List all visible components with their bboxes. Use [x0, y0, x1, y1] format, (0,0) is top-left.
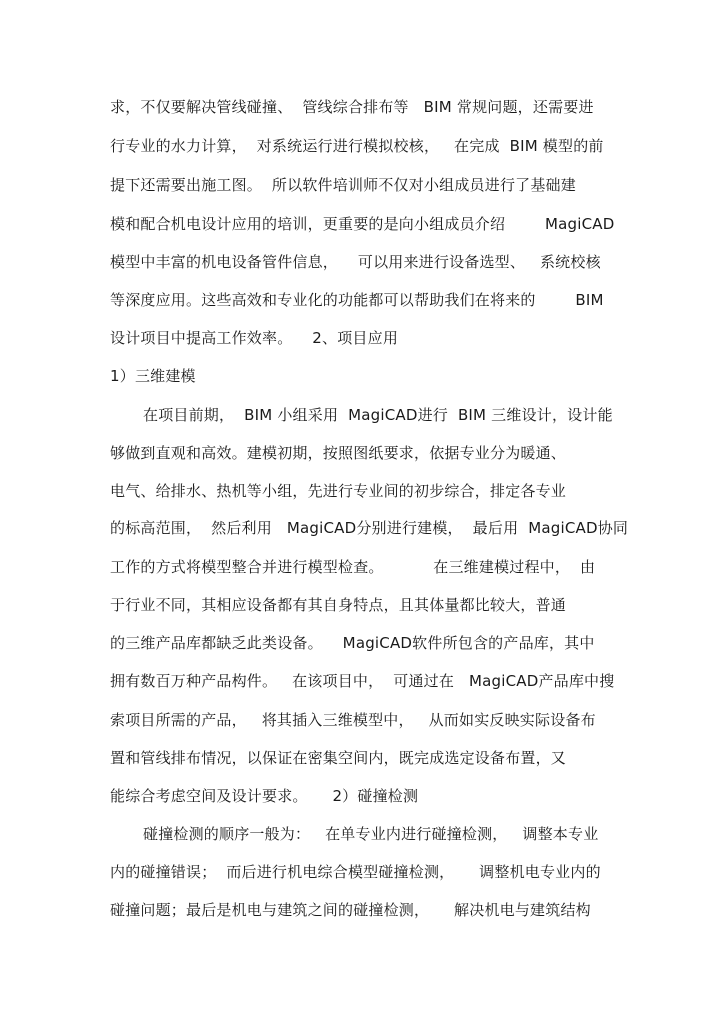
text-line-5: 模型中丰富的机电设备管件信息， 可以用来进行设备选型、 系统校核	[110, 253, 601, 271]
text-line-7: 设计项目中提高工作效率。 2、项目应用	[110, 329, 399, 347]
text-line-12: 的标高范围， 然后利用 MagiCAD分别进行建模， 最后用 MagiCAD协同	[110, 519, 629, 537]
text-line-14: 于行业不同，其相应设备都有其自身特点，且其体量都比较大，普通	[110, 596, 567, 614]
text-line-17: 索项目所需的产品， 将其插入三维模型中， 从而如实反映实际设备布	[110, 711, 596, 729]
text-line-21: 内的碰撞错误； 而后进行机电综合模型碰撞检测， 调整机电专业内的	[110, 863, 601, 881]
text-line-3: 提下还需要出施工图。 所以软件培训师不仅对小组成员进行了基础建	[110, 176, 576, 194]
text-line-6: 等深度应用。这些高效和专业化的功能都可以帮助我们在将来的 BIM	[110, 291, 604, 309]
text-line-13: 工作的方式将模型整合并进行模型检查。 在三维建模过程中， 由	[110, 558, 596, 576]
text-line-20: 碰撞检测的顺序一般为： 在单专业内进行碰撞检测， 调整本专业	[143, 825, 599, 843]
text-line-22: 碰撞问题；最后是机电与建筑之间的碰撞检测， 解决机电与建筑结构	[110, 901, 591, 919]
text-line-10: 够做到直观和高效。建模初期，按照图纸要求，依据专业分为暖通、	[110, 444, 567, 462]
section-heading-3d-modeling: 1）三维建模	[110, 367, 196, 385]
text-line-4: 模和配合机电设计应用的培训，更重要的是向小组成员介绍 MagiCAD	[110, 215, 615, 233]
text-line-11: 电气、给排水、热机等小组，先进行专业间的初步综合，排定各专业	[110, 482, 567, 500]
text-line-15: 的三维产品库都缺乏此类设备。 MagiCAD软件所包含的产品库，其中	[110, 634, 595, 652]
text-line-19: 能综合考虑空间及设计要求。 2）碰撞检测	[110, 787, 419, 805]
text-line-18: 置和管线排布情况，以保证在密集空间内，既完成选定设备布置，又	[110, 749, 567, 767]
text-line-9: 在项目前期， BIM 小组采用 MagiCAD进行 BIM 三维设计，设计能	[143, 406, 613, 424]
text-line-2: 行专业的水力计算， 对系统运行进行模拟校核， 在完成 BIM 模型的前	[110, 137, 604, 155]
text-line-1: 求，不仅要解决管线碰撞、 管线综合排布等 BIM 常规问题，还需要进	[110, 98, 594, 116]
text-line-16: 拥有数百万种产品构件。 在该项目中， 可通过在 MagiCAD产品库中搜	[110, 672, 615, 690]
